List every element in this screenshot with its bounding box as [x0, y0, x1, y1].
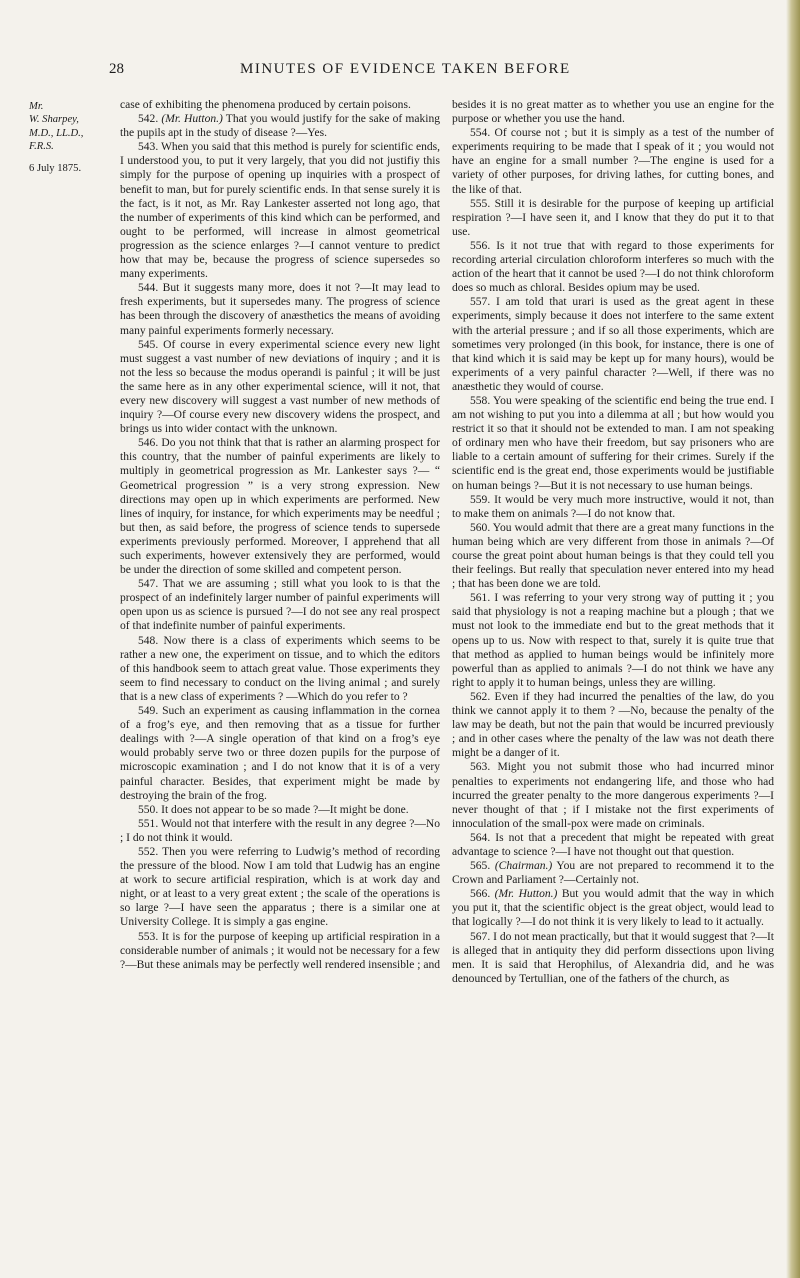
question-number: 548. [138, 634, 159, 647]
paragraph-text: But it suggests many more, does it not ?—It may lead to fresh experiments, but it supersedes many. The progress of science has been through the discovery of anæsthetics the means of avoiding many painful experiments formerly necessary. [120, 282, 440, 337]
paragraph-text: I do not mean practically, but that it would suggest that ?—It is alleged that in antiquity they did perform dissections upon living men. It is said that Herophilus, of Alexandria did, and he was denounced by Tertullian, one of the fathers of the church, as [452, 930, 774, 985]
question-number: 554. [470, 127, 491, 140]
evidence-paragraph [452, 859, 774, 887]
evidence-paragraph [452, 197, 774, 239]
paragraph-text: Would not that interfere with the result in any degree ?—No ; I do not think it would. [120, 817, 440, 844]
question-number: 561. [470, 592, 491, 605]
question-number: 550. [138, 803, 159, 816]
paragraph-text: You would admit that there are a great many functions in the human being which are very different from those in animals ?—Of course the great point about human beings is that they could tell you their feelings. But really that speculation never entered into my head ; that has been done we are told. [452, 521, 774, 591]
evidence-paragraph [452, 521, 774, 591]
question-number: 560. [470, 521, 491, 534]
evidence-paragraph [452, 831, 774, 859]
evidence-paragraph [120, 140, 440, 281]
question-number: 562. [470, 690, 491, 703]
evidence-paragraph [120, 112, 440, 140]
paragraph-text: It is for the purpose of keeping up artificial respiration in a considerable number of animals ; it would not be necessary for a few ?—But these animals may be perfectly well rendered insensible ; and [120, 930, 440, 971]
paragraph-text: case of exhibiting the phenomena produced by certain poisons. [120, 99, 411, 111]
paragraph-text: Now there is a class of experiments which seems to be rather a new one, the experiment on tissue, and to which the editors of this handbook seem to attach great value. Those experiments they seem to find necessary to conduct on the living animal ; and surely that is a new class of experiments ? —Which do you refer to ? [120, 634, 440, 703]
question-number: 556. [470, 239, 491, 252]
page-edge-shadow [786, 0, 800, 1278]
evidence-paragraph [120, 845, 440, 930]
question-number: 563. [470, 761, 491, 774]
paragraph-text: But you would admit that the way in which you put it, that the scientific object is the great object, would lead to that logically ?—I do not think it is very likely to lead to it actually. [452, 888, 774, 929]
evidence-paragraph [452, 930, 774, 986]
witness-name: W. Sharpey, [29, 114, 79, 126]
paragraph-text: Even if they had incurred the penalties of the law, do you think we cannot apply it to them ? —No, because the penalty of the law may be death, but not the pain that would be incurred previously ; and in other cases where the penalty of the law was not death there might be a danger of it. [452, 690, 774, 760]
paragraph-text: Is not that a precedent that might be repeated with great advantage to science ?—I have not thought out that question. [452, 831, 774, 858]
question-number: 559. [470, 493, 491, 506]
question-number: 542. [138, 113, 159, 126]
evidence-paragraph [452, 295, 774, 394]
speaker-label: (Mr. Hutton.) [494, 888, 558, 901]
running-head: MINUTES OF EVIDENCE TAKEN BEFORE [240, 61, 571, 77]
paragraph-text: Is it not true that with regard to those experiments for recording arterial circulation chloroform interferes so much with the action of the heart that it cannot be used ?—I do not think chloroform does so much as chloral. Besides opium may be used. [452, 239, 774, 295]
paragraph-text: I am told that urari is used as the great agent in these experiments, simply because it does not interfere to the same extent with the arterial pressure ; and if so all those experiments, which are sometimes very prolonged (in this book, for instance, there is one of that kind which it is said may be kept up for many hours), would be experiments of a very painful character ?—Well, if there was no anæsthetic they would of course. [452, 296, 774, 393]
paragraph-text: That you would justify for the sake of making the pupils apt in the study of disease ?—Yes. [120, 113, 440, 140]
paragraph-text: Such an experiment as causing inflammation in the cornea of a frog’s eye, and then removing that as a tissue for further dealings with ?—A single operation of that kind on a frog’s eye would probably serve two or three dozen pupils for the purpose of microscopic examination ; and I do not know that it is of a very painful character. Besides, that experiment might be made by destroying the brain of the frog. [120, 705, 440, 802]
evidence-paragraph [452, 887, 774, 929]
question-number: 553. [138, 930, 159, 943]
speaker-label: (Chairman.) [494, 860, 553, 873]
paragraph-text: Do you not think that that is rather an alarming prospect for this country, that the number of painful experiments are likely to multiply in geometrical progression as Mr. Lankester says ?— “ Geometrical progression ” is a very strong expression. New directions may open up in which experiments are performed. New lines of inquiry, for instance, for which experiments may be needful ; but then, as said before, the progress of science tends to supersede experiments previously performed. Moreover, I apprehend that all such experiments, however extensively they are performed, would be under the direction of some skilled and competent person. [120, 437, 440, 577]
evidence-paragraph [120, 338, 440, 437]
evidence-paragraph [452, 394, 774, 493]
question-number: 558. [470, 394, 491, 407]
paragraph-text: When you said that this method is purely for scientific ends, I understood you, to put it very largely, that you did not justifiy this simply for the purpose of opening up inquiries with a prospect of benefit to man, but for purely scientific ends. In that sense surely it is the fact, is it not, as Mr. Ray Lankester asserted not long ago, that the number of experiments of this kind which can be performed, and ought to be performed, will increase in almost geometrical progression as the science enlarges ?—I cannot venture to predict how that may be, because the progress of science supersedes so many experiments. [120, 141, 440, 281]
evidence-paragraph [120, 803, 440, 817]
right-column [452, 98, 774, 1263]
evidence-paragraph [120, 98, 440, 112]
question-number: 549. [138, 705, 159, 718]
evidence-paragraph [452, 239, 774, 295]
evidence-paragraph [452, 98, 774, 126]
evidence-paragraph [120, 704, 440, 803]
paragraph-text: It does not appear to be so made ?—It might be done. [161, 803, 409, 816]
question-number: 564. [470, 831, 491, 844]
witness-degrees: M.D., LL.D., [29, 127, 84, 139]
paragraph-text: That we are assuming ; still what you look to is that the prospect of an indefinitely larger number of painful experiments will open upon us as science is pursued ?—I do not see any real prospect of that indefinite number of painful experiments. [120, 578, 440, 633]
question-number: 565. [470, 860, 491, 873]
question-number: 544. [138, 282, 159, 295]
paragraph-text: Still it is desirable for the purpose of keeping up artificial respiration ?—I have seen it, and I know that they do put it to that use. [452, 197, 774, 238]
witness-prefix: Mr. [29, 101, 44, 112]
evidence-paragraph [452, 591, 774, 690]
question-number: 551. [138, 817, 159, 830]
evidence-paragraph [452, 493, 774, 521]
evidence-paragraph [452, 126, 774, 196]
evidence-paragraph [120, 281, 440, 337]
paragraph-text: You are not prepared to recommend it to the Crown and Parliament ?—Certainly not. [452, 860, 774, 887]
evidence-paragraph [120, 930, 440, 972]
question-number: 543. [138, 141, 159, 154]
evidence-paragraph [452, 760, 774, 830]
question-number: 557. [470, 296, 491, 309]
paragraph-text: Might you not submit those who had incurred minor penalties to experiments not endangering life, and those who had incurred the greater penalty to the more dangerous experiments ?—I never thought of that ; if I mistake not the first experiments of innoculation of the small-pox were made on criminals. [452, 761, 774, 830]
evidence-paragraph [452, 690, 774, 760]
evidence-paragraph [120, 577, 440, 633]
sitting-date: 6 July 1875. [29, 162, 82, 174]
speaker-label: (Mr. Hutton.) [161, 113, 223, 126]
left-column [120, 98, 440, 1263]
paragraph-text: besides it is no great matter as to whether you use an engine for the purpose or whether you use the hand. [452, 99, 774, 126]
paragraph-text: Then you were referring to Ludwig’s method of recording the pressure of the blood. Now I am told that Ludwig has an engine at work to secure artificial respiration, which is at work day and night, or at least to a very great extent ; the scale of the operations is so large ?—I have seen the apparatus ; there is a similar one at University College. It is simply a gas engine. [120, 845, 440, 929]
question-number: 567. [470, 930, 491, 943]
question-number: 555. [470, 197, 491, 210]
evidence-paragraph [120, 634, 440, 704]
evidence-paragraph [120, 817, 440, 845]
question-number: 546. [138, 437, 159, 450]
paragraph-text: Of course in every experimental science every new light must suggest a vast number of new deviations of inquiry ; and it is not the less so because the modus operandi is painful ; it will be just the same here as in any other experimental science, will it not, that every new discovery will suggest a vast number of new methods of inquiry ?—Of course every new discovery widens the prospect, and brings us into wider contact with the unknown. [120, 338, 440, 436]
paragraph-text: It would be very much more instructive, would it not, than to make them on animals ?—I do not know that. [452, 493, 774, 520]
witness-fellowship: F.R.S. [29, 141, 54, 153]
page-number: 28 [109, 61, 124, 77]
paragraph-text: I was referring to your very strong way of putting it ; you said that physiology is not a reaping machine but a plough ; that we must not look to the immediate end but to the great methods that it opens up to us. Now with respect to that, surely it is quite true that that method as applied to human beings would be infinitely more powerful than as applied to animals ?—I do not think we have any right to apply it to human beings, unless they are willing. [452, 592, 774, 689]
question-number: 552. [138, 845, 159, 858]
paragraph-text: Of course not ; but it is simply as a test of the number of experiments requiring to be made that I speak of it ; you would not have an engine for a small number ?—The engine is used for a variety of other purposes, for driving lathes, for cutting bones, and the like of that. [452, 127, 774, 196]
question-number: 545. [138, 338, 159, 351]
paragraph-text: You were speaking of the scientific end being the true end. I am not wishing to put you into a dilemma at all ; but how would you restrict it so that it should not be extended to man. I am not speaking of ordinary men who have their freedom, but say prisoners who are liable to a certain amount of suffering for their crimes. Surely if the scientific end is the great end, those experiments would be justifiable on human beings ?—But it is not necessary to use human beings. [452, 394, 774, 492]
question-number: 566. [470, 888, 491, 901]
question-number: 547. [138, 578, 159, 591]
evidence-paragraph [120, 436, 440, 577]
witness-margin-note [29, 100, 109, 175]
